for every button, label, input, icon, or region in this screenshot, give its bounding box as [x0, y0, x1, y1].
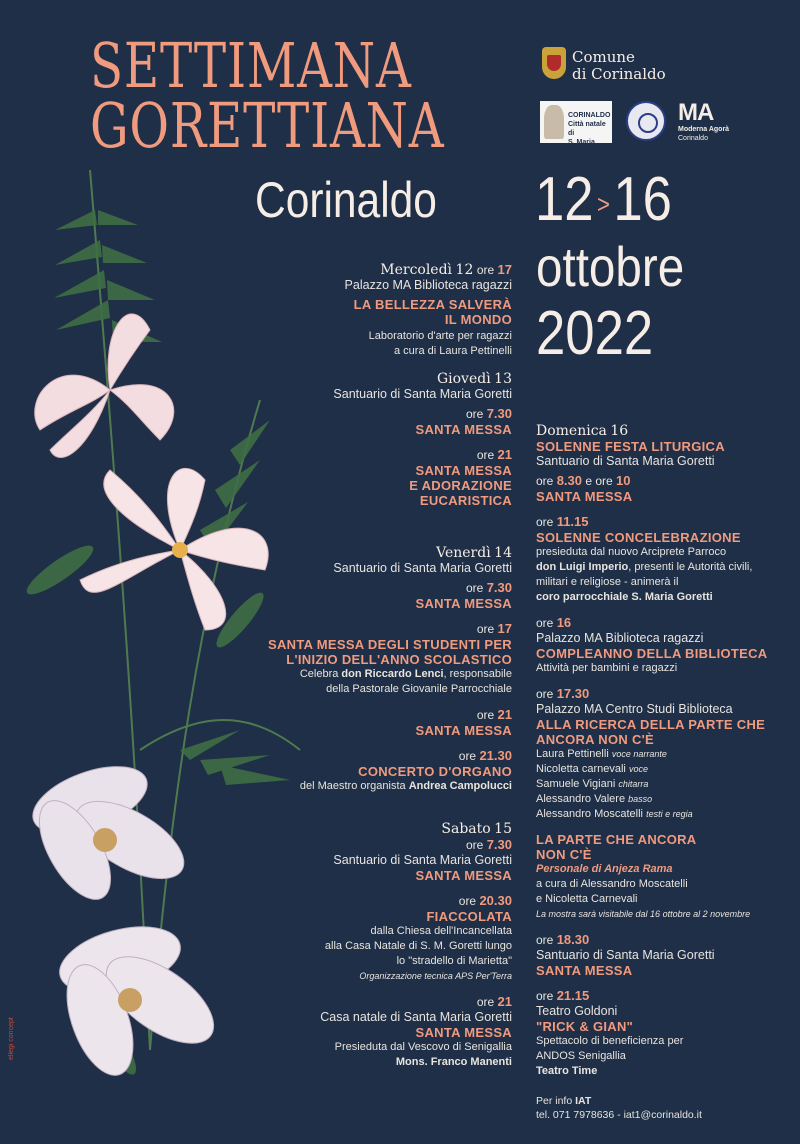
contact-info: Per info IAT tel. 071 7978636 - iat1@corinaldo.it: [536, 1095, 702, 1121]
date-range: [535, 165, 672, 234]
range-separator: >: [597, 188, 610, 219]
year: 2022: [536, 299, 654, 368]
designer-credit: ellegi concept: [8, 1017, 15, 1060]
schedule-sabato: Sabato 15 ore 7.30 Santuario di Santa Maria Goretti SANTA MESSA ore 20.30 FIACCOLATA dalla Chiesa dell'Incancellata alla Casa Natale di S. M. Goretti lungo lo "stradello di Marietta" Organizzazione tecnica APS Per'Terra ore 21 Casa natale di Santa Maria Goretti SANTA MESSA Presieduta dal Vescovo di Senigallia Mons. Franco Manenti: [320, 821, 512, 1068]
seal-logo-icon: [626, 101, 666, 141]
portrait-icon: [544, 105, 564, 139]
comune-label: Comune di Corinaldo: [572, 48, 666, 83]
moderna-agora-logo: MA Moderna Agorà Corinaldo: [678, 99, 730, 142]
schedule-domenica: Domenica 16 SOLENNE FESTA LITURGICA Santuario di Santa Maria Goretti ore 8.30 e ore 10 SANTA MESSA ore 11.15 SOLENNE CONCELEBRAZIONE presieduta dal nuovo Arciprete Parroco don Luigi Imperio, presenti le Autorità civili, militari e religiose - animerà il coro parrocchiale S. Maria Goretti ore 16 Palazzo MA Biblioteca ragazzi COMPLEANNO DELLA BIBLIOTECA Attività per bambini e ragazzi ore 17.30 Palazzo MA Centro Studi Biblioteca ALLA RICERCA DELLA PARTE CHE ANCORA NON C'È Laura Pettinelli voce narrante Nicoletta carnevali voce Samuele Vigiani chitarra Alessandro Valere basso Alessandro Moscatelli testi e regia LA PARTE CHE ANCORA NON C'È Personale di Anjeza Rama a cura di Alessandro Moscatelli e Nicoletta Carnevali La mostra sarà visitabile dal 16 ottobre al 2 novembre ore 18.30 Santuario di Santa Maria Goretti SANTA MESSA ore 21.15 Teatro Goldoni "RICK & GIAN" Spettacolo di beneficienza per ANDOS Senigallia Teatro Time: [536, 424, 786, 1079]
city-name: Corinaldo: [255, 172, 437, 228]
contact-line: tel. 071 7978636 - iat1@corinaldo.it: [536, 1109, 702, 1121]
corinaldo-logo: CORINALDO Città natale di S. Maria Goretti: [540, 101, 612, 143]
cast-member: Alessandro Valere basso: [536, 793, 653, 805]
sponsor-logos: [540, 45, 790, 155]
coat-of-arms-icon: [542, 47, 566, 79]
range-start: 12: [535, 165, 594, 234]
cast-member: Laura Pettinelli voce narrante: [536, 748, 667, 760]
schedule-mercoledi: Mercoledì 12 ore 17 Palazzo MA Biblioteca ragazzi LA BELLEZZA SALVERÀ IL MONDO Laboratorio d'arte per ragazzi a cura di Laura Pettinelli: [344, 262, 512, 357]
title-line-2: GORETTIANA: [90, 89, 445, 162]
month: ottobre: [536, 235, 685, 298]
cast-member: Samuele Vigiani chitarra: [536, 778, 649, 790]
cast-member: Alessandro Moscatelli testi e regia: [536, 808, 693, 820]
range-end: 16: [613, 165, 672, 234]
cast-member: Nicoletta carnevali voce: [536, 763, 648, 775]
magnolia-flower: [24, 753, 196, 910]
title-line-1: SETTIMANA: [90, 29, 412, 102]
magnolia-flower: [52, 915, 228, 1084]
schedule-giovedi: Giovedì 13 Santuario di Santa Maria Goretti ore 7.30 SANTA MESSA ore 21 SANTA MESSA E ADORAZIONE EUCARISTICA: [333, 371, 512, 508]
schedule-venerdi: Venerdì 14 Santuario di Santa Maria Goretti ore 7.30 SANTA MESSA ore 17 SANTA MESSA DEGLI STUDENTI PER L'INIZIO DELL'ANNO SCOLASTICO Celebra don Riccardo Lenci, responsabile della Pastorale Giovanile Parrocchiale ore 21 SANTA MESSA ore 21.30 CONCERTO D'ORGANO del Maestro organista Andrea Campolucci: [268, 545, 512, 792]
